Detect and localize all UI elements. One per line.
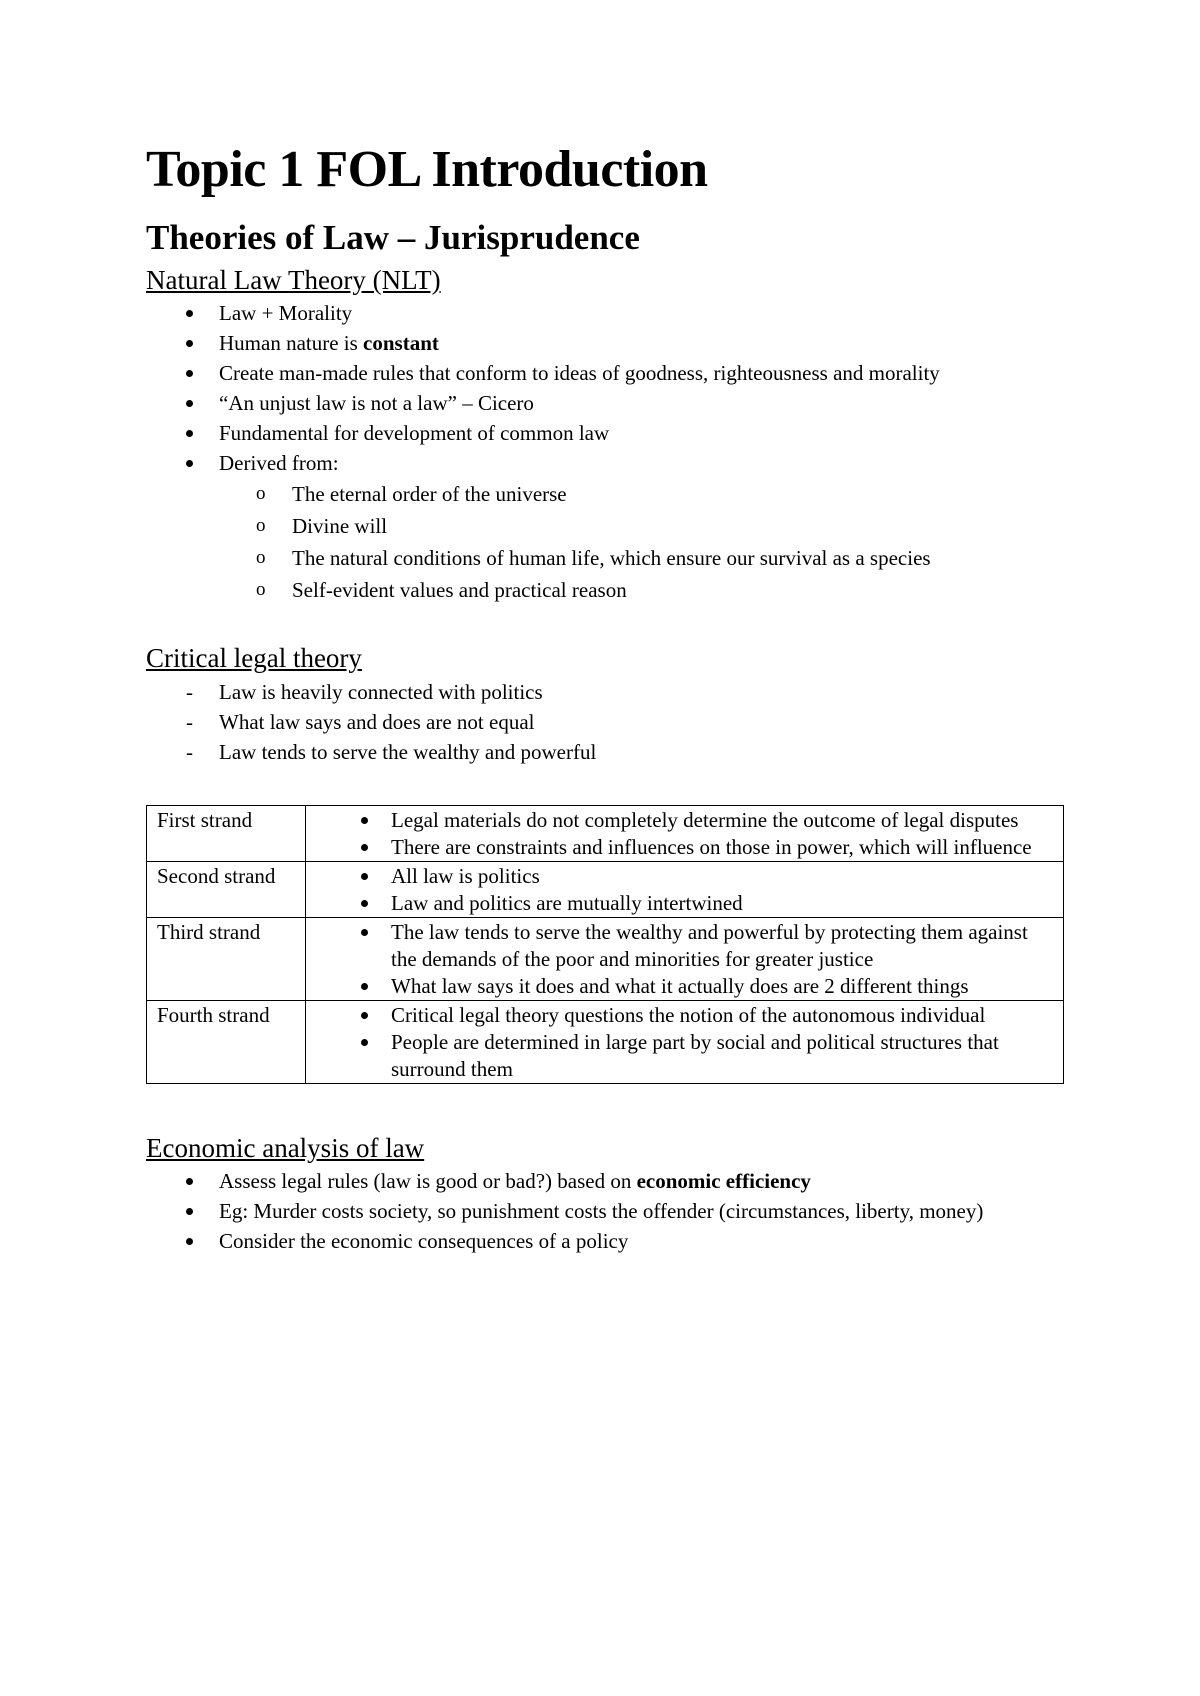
strand-points [306, 861, 1064, 917]
list-item: - What law says and does are not equal [146, 707, 1066, 737]
table-row [147, 917, 1064, 1000]
section-heading-natural-law: Natural Law Theory (NLT) [146, 265, 441, 296]
bullet-icon [186, 310, 193, 317]
bullet-icon [186, 1178, 193, 1185]
sub-list-item: o The natural conditions of human life, which ensure our survival as a species [146, 542, 1066, 574]
bullet-icon [361, 900, 368, 907]
list-item: Critical legal theory questions the notion of the autonomous individual [316, 1002, 1055, 1029]
bullet-icon [361, 817, 368, 824]
bullet-icon [186, 1238, 193, 1245]
bullet-icon [186, 370, 193, 377]
bullet-icon [361, 873, 368, 880]
strand-points [306, 1000, 1064, 1083]
bullet-icon [361, 1039, 368, 1046]
bold-term: constant [363, 331, 439, 356]
natural-law-list [146, 298, 1066, 478]
list-item: People are determined in large part by social and political structures that surround them [316, 1029, 1055, 1083]
list-item: Derived from: [146, 448, 1066, 478]
strands-table [146, 805, 1064, 1084]
strand-points [306, 805, 1064, 861]
bullet-icon [186, 400, 193, 407]
table-row [147, 805, 1064, 861]
strand-points [306, 917, 1064, 1000]
list-item: Eg: Murder costs society, so punishment costs the offender (circumstances, liberty, money) [146, 1196, 1066, 1226]
economic-list [146, 1166, 1066, 1256]
dash-bullet-icon: - [186, 679, 193, 704]
list-item: - Law tends to serve the wealthy and powerful [146, 737, 1066, 767]
circle-bullet-icon: o [256, 579, 266, 601]
dash-bullet-icon: - [186, 739, 193, 764]
bullet-icon [361, 983, 368, 990]
bullet-icon [186, 460, 193, 467]
list-item: Law and politics are mutually intertwined [316, 890, 1055, 917]
list-item: Create man-made rules that conform to ideas of goodness, righteousness and morality [146, 358, 1066, 388]
list-item: Legal materials do not completely determine the outcome of legal disputes [316, 807, 1055, 834]
list-item: All law is politics [316, 863, 1055, 890]
list-item: There are constraints and influences on those in power, which will influence [316, 834, 1055, 861]
bullet-icon [361, 844, 368, 851]
bullet-icon [361, 929, 368, 936]
critical-legal-list [146, 677, 1066, 767]
circle-bullet-icon: o [256, 483, 266, 505]
sub-list-item: o The eternal order of the universe [146, 478, 1066, 510]
bold-term: economic efficiency [636, 1169, 811, 1194]
strand-label: Fourth strand [147, 1000, 306, 1083]
dash-bullet-icon: - [186, 709, 193, 734]
list-item: What law says it does and what it actually does are 2 different things [316, 973, 1055, 1000]
bullet-icon [361, 1012, 368, 1019]
section-heading-economic: Economic analysis of law [146, 1132, 425, 1163]
bullet-icon [186, 1208, 193, 1215]
list-item: Assess legal rules (law is good or bad?) based on economic efficiency [146, 1166, 1066, 1196]
strand-label: Second strand [147, 861, 306, 917]
circle-bullet-icon: o [256, 515, 266, 537]
circle-bullet-icon: o [256, 547, 266, 569]
table-row [147, 861, 1064, 917]
strand-label: Third strand [147, 917, 306, 1000]
strand-label: First strand [147, 805, 306, 861]
list-item: Law + Morality [146, 298, 1066, 328]
list-item: “An unjust law is not a law” – Cicero [146, 388, 1066, 418]
bullet-icon [186, 430, 193, 437]
sub-list-item: o Divine will [146, 510, 1066, 542]
document-page [146, 140, 1066, 1256]
section-heading-critical-legal: Critical legal theory [146, 643, 362, 674]
document-title: Topic 1 FOL Introduction [146, 141, 708, 198]
derived-from-list [146, 478, 1066, 606]
list-item: The law tends to serve the wealthy and powerful by protecting them against the demands of the poor and minorities for greater justice [316, 919, 1055, 973]
document-subtitle: Theories of Law – Jurisprudence [146, 217, 640, 257]
sub-list-item: o Self-evident values and practical reason [146, 574, 1066, 606]
list-item: Human nature is constant [146, 328, 1066, 358]
bullet-icon [186, 340, 193, 347]
list-item: Consider the economic consequences of a policy [146, 1226, 1066, 1256]
list-item: - Law is heavily connected with politics [146, 677, 1066, 707]
list-item: Fundamental for development of common law [146, 418, 1066, 448]
table-row [147, 1000, 1064, 1083]
